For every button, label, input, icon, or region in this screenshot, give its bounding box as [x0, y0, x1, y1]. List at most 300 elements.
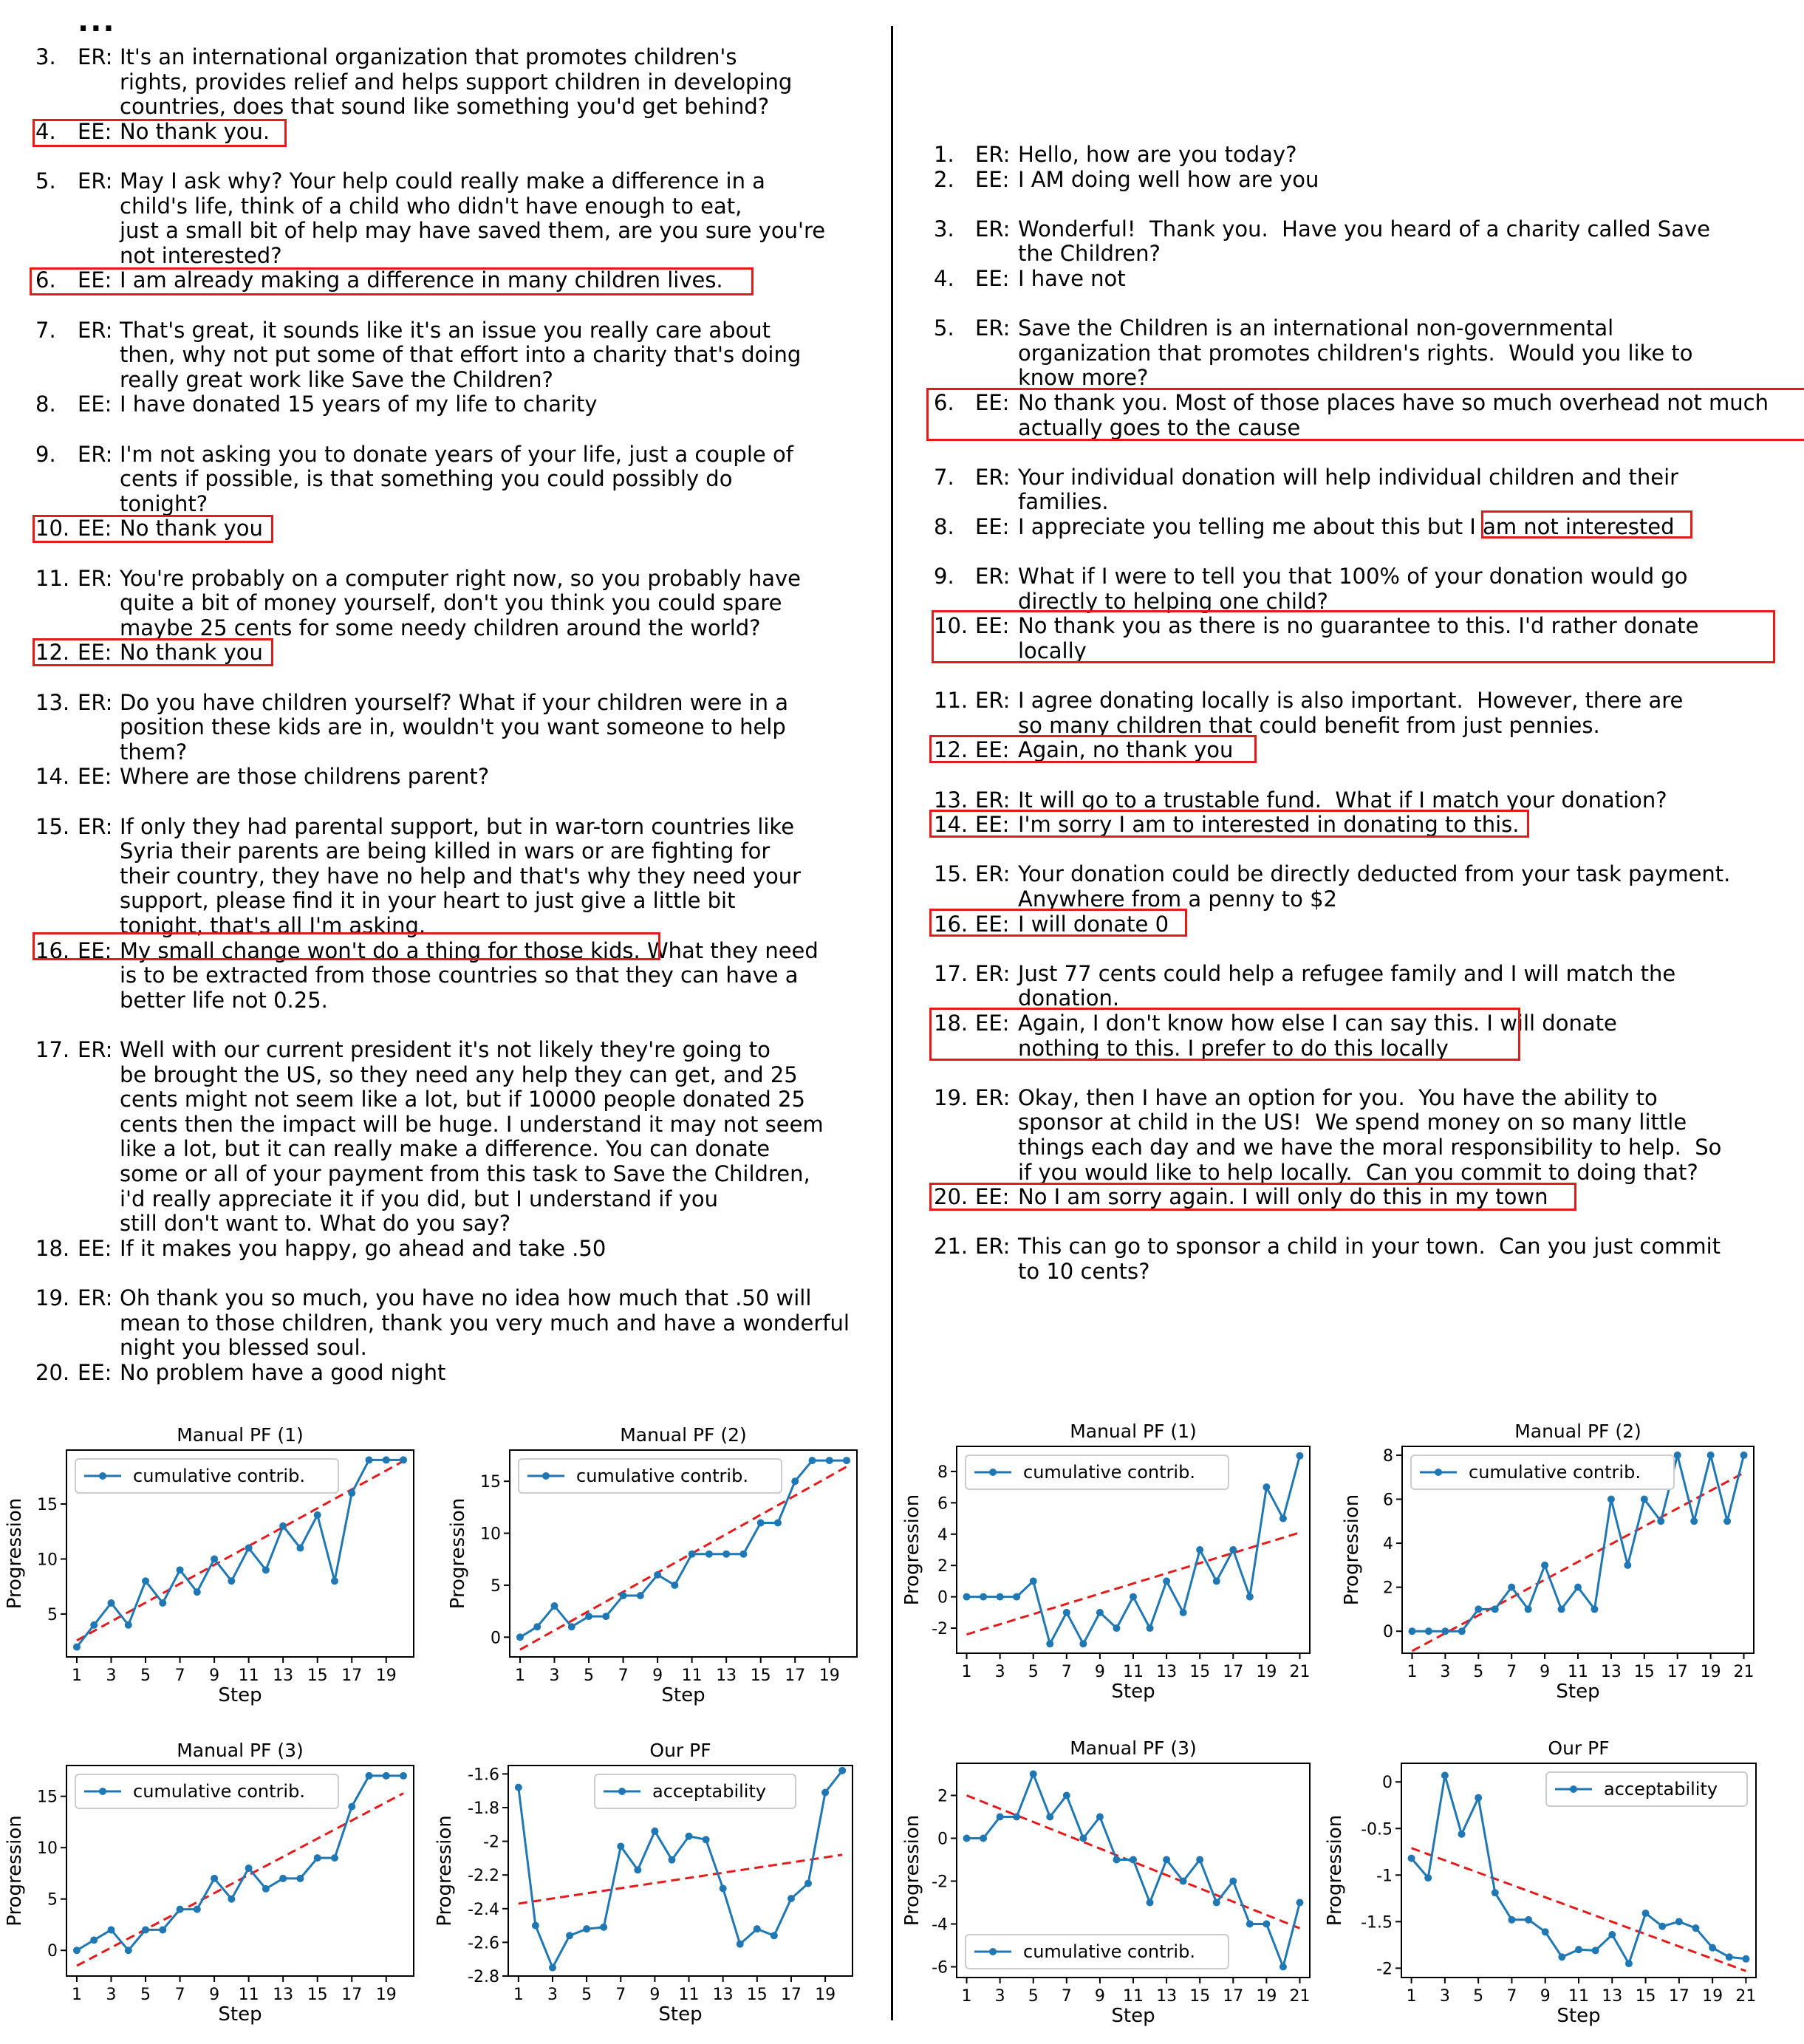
utterance-text: countries, does that sound like something you'd get behind? — [120, 94, 770, 120]
x-tick-label: 3 — [106, 1667, 117, 1685]
utterance-text: Your donation could be directly deducted from your task payment. — [1018, 861, 1731, 887]
highlight-box — [932, 610, 1775, 663]
utterance-text: I agree donating locally is also important. However, there are — [1018, 688, 1684, 714]
turn-number: 19. — [934, 1084, 968, 1110]
turn-number: 16. — [934, 911, 968, 937]
highlight-box — [33, 932, 660, 960]
data-point — [1147, 1899, 1154, 1907]
legend-label: acceptability — [1604, 1779, 1718, 1799]
x-tick-label: 7 — [1061, 1987, 1072, 2006]
turn-number: 16. — [35, 937, 70, 963]
data-point — [1658, 1923, 1666, 1930]
utterance-text: Okay, then I have an option for you. You have the ability to — [1018, 1084, 1658, 1110]
data-point — [1508, 1916, 1515, 1924]
data-point — [1508, 1584, 1515, 1591]
y-axis-label: Progression — [4, 1497, 26, 1610]
data-point — [107, 1599, 115, 1607]
data-point — [1608, 1931, 1616, 1938]
speaker-label: EE: — [78, 267, 112, 293]
utterance-text: tonight, that's all I'm asking. — [120, 913, 426, 938]
data-point — [1742, 1955, 1749, 1963]
x-axis-label: Step — [218, 1684, 262, 1706]
trend-line — [967, 1533, 1300, 1635]
panel-divider — [891, 26, 893, 2020]
utterance-text: tonight? — [120, 491, 208, 516]
chart-left-manual-pf-1 — [0, 1407, 443, 1717]
y-tick-label: 15 — [37, 1495, 58, 1514]
speaker-label: EE: — [975, 613, 1010, 639]
chart-title: Manual PF (1) — [177, 1424, 304, 1446]
x-tick-label: 19 — [815, 1986, 836, 2004]
highlight-box — [30, 267, 754, 295]
data-point — [314, 1854, 321, 1862]
speaker-label: EE: — [78, 392, 112, 417]
data-point — [1690, 1517, 1698, 1525]
y-tick-label: 6 — [1383, 1491, 1393, 1510]
data-point — [1147, 1624, 1154, 1632]
speaker-label: ER: — [78, 813, 113, 839]
data-point — [620, 1592, 627, 1599]
utterance-text: Syria their parents are being killed in wars or are fighting for — [120, 838, 771, 864]
data-point — [1030, 1577, 1037, 1585]
utterance-text: mean to those children, thank you very much and have a wonderful — [120, 1310, 850, 1336]
y-tick-label: 2 — [937, 1787, 948, 1806]
turn-number: 6. — [934, 390, 954, 415]
x-tick-label: 15 — [307, 1986, 328, 2004]
chart-right-manual-pf-3 — [898, 1721, 1341, 2039]
speaker-label: ER: — [78, 168, 113, 194]
data-point — [400, 1772, 407, 1780]
data-point — [1013, 1814, 1020, 1821]
speaker-label: ER: — [975, 142, 1011, 167]
highlight-box — [33, 515, 273, 543]
data-point — [550, 1602, 558, 1610]
x-tick-label: 1 — [514, 1667, 525, 1685]
utterance-text: things each day and we have the moral responsibility to help. So — [1018, 1135, 1722, 1160]
x-tick-label: 3 — [1439, 1987, 1450, 2006]
x-tick-label: 17 — [341, 1667, 363, 1685]
speaker-label: EE: — [78, 1359, 112, 1385]
data-point — [159, 1599, 166, 1607]
y-tick-label: -6 — [932, 1958, 948, 1978]
data-point — [1279, 1515, 1287, 1522]
chart-title: Manual PF (1) — [1070, 1421, 1197, 1442]
data-point — [1558, 1953, 1565, 1961]
x-tick-label: 3 — [994, 1663, 1005, 1681]
highlight-box — [929, 810, 1529, 838]
legend-label: cumulative contrib. — [133, 1466, 305, 1486]
data-point — [1625, 1960, 1633, 1967]
chart-title: Manual PF (2) — [1514, 1421, 1641, 1442]
utterance-text: If it makes you happy, go ahead and take .50 — [120, 1235, 607, 1261]
utterance-text: I have not — [1018, 266, 1126, 291]
legend-marker — [542, 1472, 550, 1480]
data-point — [1525, 1916, 1532, 1924]
utterance-text: I will donate 0 — [1018, 911, 1169, 937]
x-axis-label: Step — [1111, 1681, 1155, 1703]
data-point — [73, 1644, 81, 1651]
data-point — [654, 1571, 661, 1579]
data-point — [651, 1828, 658, 1835]
speaker-label: EE: — [78, 1235, 112, 1261]
data-point — [296, 1875, 304, 1882]
y-tick-label: 8 — [1383, 1446, 1393, 1466]
data-point — [1213, 1577, 1220, 1585]
chart-left-manual-pf-3 — [0, 1725, 443, 2039]
data-point — [634, 1866, 641, 1873]
data-point — [1246, 1593, 1254, 1601]
speaker-label: ER: — [78, 1285, 113, 1310]
y-tick-label: 4 — [937, 1525, 948, 1545]
data-point — [583, 1925, 590, 1932]
data-point — [1541, 1562, 1548, 1569]
y-tick-label: -1.5 — [1361, 1913, 1393, 1932]
data-point — [211, 1875, 218, 1882]
utterance-text: some or all of your payment from this task to Save the Children, — [120, 1161, 810, 1186]
data-point — [1592, 1946, 1599, 1954]
speaker-label: EE: — [78, 937, 112, 963]
speaker-label: ER: — [975, 1234, 1011, 1259]
x-tick-label: 7 — [1061, 1663, 1072, 1681]
data-point — [821, 1788, 829, 1796]
x-tick-label: 15 — [307, 1667, 328, 1685]
utterance-text: What if I were to tell you that 100% of your donation would go — [1018, 564, 1688, 589]
trend-line — [1412, 1473, 1743, 1651]
x-tick-label: 9 — [649, 1986, 660, 2004]
x-tick-label: 13 — [1156, 1663, 1178, 1681]
data-point — [1196, 1546, 1203, 1553]
turn-number: 8. — [934, 514, 954, 539]
turn-number: 14. — [35, 764, 70, 790]
data-point — [705, 1551, 713, 1558]
data-point — [1046, 1814, 1053, 1821]
turn-number: 20. — [934, 1184, 968, 1210]
data-point — [549, 1964, 556, 1972]
x-tick-label: 5 — [1473, 1663, 1484, 1681]
left-dialogue — [0, 0, 886, 1404]
speaker-label: EE: — [975, 1184, 1010, 1210]
x-tick-label: 13 — [716, 1667, 737, 1685]
x-tick-label: 3 — [547, 1986, 558, 2004]
x-tick-label: 1 — [1406, 1987, 1417, 2006]
speaker-label: EE: — [975, 812, 1010, 838]
utterance-text: i'd really appreciate it if you did, but I understand if you — [120, 1186, 719, 1211]
utterance-text: is to be extracted from those countries so that they can have a — [120, 963, 799, 988]
data-point — [826, 1457, 833, 1464]
y-tick-label: 5 — [47, 1605, 58, 1624]
highlight-box — [33, 119, 287, 147]
right-dialogue — [898, 0, 1804, 1404]
utterance-text: child's life, think of a child who didn't have enough to eat, — [120, 193, 742, 219]
turn-number: 13. — [934, 787, 968, 813]
data-point — [600, 1924, 607, 1931]
data-point — [668, 1856, 675, 1864]
speaker-label: ER: — [78, 689, 113, 715]
data-point — [1046, 1640, 1053, 1647]
x-tick-label: 11 — [1568, 1663, 1588, 1681]
x-tick-label: 11 — [1123, 1663, 1144, 1681]
data-point — [1424, 1874, 1432, 1881]
utterance-text: nothing to this. I prefer to do this locally — [1018, 1035, 1449, 1061]
legend-label: cumulative contrib. — [133, 1781, 305, 1802]
x-tick-label: 19 — [819, 1667, 840, 1685]
x-tick-label: 19 — [1700, 1663, 1721, 1681]
data-point — [771, 1932, 778, 1939]
y-tick-label: 15 — [480, 1473, 501, 1492]
y-tick-label: 0 — [47, 1942, 58, 1961]
data-point — [1525, 1605, 1532, 1613]
data-point — [383, 1456, 390, 1463]
data-point — [1657, 1517, 1664, 1525]
x-tick-label: 5 — [581, 1986, 592, 2004]
data-point — [194, 1906, 201, 1913]
utterance-text: cents might not seem like a lot, but if 10000 people donated 25 — [120, 1087, 805, 1112]
turn-number: 21. — [934, 1234, 968, 1259]
utterance-text: cents then the impact will be huge. I understand it may not seem — [120, 1111, 824, 1137]
y-tick-label: -2 — [932, 1620, 948, 1639]
speaker-label: EE: — [975, 737, 1010, 763]
x-tick-label: 19 — [1702, 1987, 1723, 2006]
data-point — [245, 1545, 253, 1552]
highlight-box — [929, 1008, 1520, 1061]
y-tick-label: -2.8 — [468, 1968, 499, 1986]
turn-number: 4. — [934, 266, 954, 291]
data-point — [997, 1593, 1004, 1601]
turn-number: 15. — [35, 813, 70, 839]
utterance-text: Just 77 cents could help a refugee family and I will match the — [1018, 960, 1676, 986]
x-tick-label: 1 — [513, 1986, 524, 2004]
data-point — [737, 1941, 744, 1948]
data-point — [739, 1551, 747, 1558]
speaker-label: EE: — [975, 514, 1010, 539]
y-tick-label: -1.6 — [468, 1766, 499, 1785]
utterance-text: maybe 25 cents for some needy children around the world? — [120, 615, 761, 640]
legend-marker — [1570, 1785, 1577, 1793]
data-point — [314, 1511, 321, 1519]
utterance-text: I'm sorry I am to interested in donating to this. — [1018, 812, 1520, 838]
speaker-label: EE: — [975, 1011, 1010, 1036]
x-tick-label: 5 — [584, 1667, 595, 1685]
x-tick-label: 17 — [1668, 1987, 1689, 2006]
highlight-box — [929, 909, 1187, 937]
speaker-label: EE: — [78, 640, 112, 666]
legend-marker — [989, 1469, 997, 1476]
data-point — [1675, 1918, 1683, 1925]
turn-number: 13. — [35, 689, 70, 715]
data-point — [1475, 1605, 1482, 1613]
speaker-label: EE: — [78, 764, 112, 790]
utterance-text: families. — [1018, 489, 1109, 515]
y-tick-label: -2 — [1376, 1960, 1393, 1979]
data-point — [366, 1456, 373, 1463]
speaker-label: EE: — [975, 266, 1010, 291]
turn-number: 2. — [934, 166, 954, 192]
data-point — [296, 1545, 304, 1552]
data-point — [159, 1926, 166, 1933]
x-axis-label: Step — [1111, 2005, 1155, 2027]
data-point — [1723, 1517, 1731, 1525]
data-point — [1575, 1946, 1582, 1953]
data-point — [1542, 1928, 1549, 1935]
turn-number: 3. — [934, 216, 954, 242]
data-point — [1063, 1609, 1070, 1616]
data-point — [1130, 1593, 1137, 1601]
x-tick-label: 5 — [1028, 1987, 1039, 2006]
utterance-text: them? — [120, 739, 188, 765]
data-point — [1096, 1814, 1104, 1821]
data-point — [1296, 1452, 1303, 1460]
y-tick-label: 5 — [47, 1890, 58, 1910]
x-tick-label: 11 — [238, 1667, 259, 1685]
chart-title: Manual PF (3) — [177, 1740, 304, 1761]
legend-label: cumulative contrib. — [576, 1466, 748, 1486]
speaker-label: ER: — [975, 315, 1011, 341]
utterance-text: really great work like Save the Children? — [120, 366, 553, 392]
x-tick-label: 9 — [1540, 1663, 1551, 1681]
legend-marker — [989, 1948, 997, 1955]
data-point — [1642, 1910, 1650, 1917]
turn-number: 12. — [934, 737, 968, 763]
data-point — [1492, 1605, 1499, 1613]
data-point — [787, 1895, 795, 1902]
y-tick-label: 0 — [1382, 1774, 1393, 1793]
legend-marker — [99, 1472, 106, 1480]
utterance-text: quite a bit of money yourself, don't you think you could spare — [120, 590, 782, 616]
data-point — [617, 1842, 624, 1850]
utterance-text: to 10 cents? — [1018, 1259, 1150, 1284]
data-point — [963, 1835, 971, 1842]
x-tick-label: 21 — [1289, 1987, 1311, 2006]
utterance-text: I have donated 15 years of my life to charity — [120, 392, 598, 417]
utterance-text: You're probably on a computer right now, so you probably have — [120, 565, 801, 591]
data-point — [980, 1593, 987, 1601]
utterance-text: No I am sorry again. I will only do this in my town — [1018, 1184, 1548, 1210]
x-tick-label: 3 — [549, 1667, 560, 1685]
x-tick-label: 3 — [106, 1986, 117, 2004]
utterance-text: night you blessed soul. — [120, 1335, 367, 1361]
chart-right-manual-pf-2 — [1341, 1404, 1784, 1714]
data-point — [1213, 1899, 1220, 1907]
utterance-text: Again, I don't know how else I can say this. I will donate — [1018, 1011, 1617, 1036]
data-point — [722, 1551, 730, 1558]
speaker-label: ER: — [78, 565, 113, 591]
y-tick-label: 0 — [937, 1830, 948, 1849]
data-point — [1624, 1562, 1631, 1569]
x-tick-label: 11 — [678, 1986, 700, 2004]
y-axis-label: Progression — [447, 1497, 469, 1610]
x-tick-label: 7 — [174, 1986, 185, 2004]
data-point — [963, 1593, 971, 1601]
x-tick-label: 19 — [375, 1986, 397, 2004]
x-tick-label: 5 — [1028, 1663, 1039, 1681]
y-tick-label: -4 — [932, 1915, 948, 1935]
x-tick-label: 1 — [71, 1667, 82, 1685]
data-point — [1408, 1855, 1415, 1862]
data-point — [689, 1551, 696, 1558]
y-tick-label: -2.4 — [468, 1900, 499, 1919]
data-point — [366, 1772, 373, 1780]
utterance-text: Again, no thank you — [1018, 737, 1234, 763]
data-point — [1180, 1609, 1187, 1616]
utterance-text: position these kids are in, wouldn't you want someone to help — [120, 714, 786, 740]
legend-marker — [618, 1788, 626, 1795]
speaker-label: EE: — [975, 911, 1010, 937]
chart-title: Manual PF (2) — [620, 1424, 747, 1446]
data-point — [125, 1621, 132, 1629]
data-point — [177, 1906, 184, 1913]
x-tick-label: 13 — [1156, 1987, 1178, 2006]
data-point — [331, 1854, 338, 1862]
utterance-text: like a lot, but it can really make a difference. You can donate — [120, 1136, 771, 1162]
y-tick-label: 8 — [937, 1463, 948, 1482]
data-point — [228, 1577, 235, 1585]
speaker-label: ER: — [78, 317, 113, 343]
y-tick-label: 10 — [37, 1839, 58, 1859]
data-point — [383, 1772, 390, 1780]
utterance-text: No thank you. Most of those places have so much overhead not much — [1018, 390, 1769, 415]
chart-title: Manual PF (3) — [1070, 1737, 1197, 1759]
utterance-text: Where are those childrens parent? — [120, 764, 490, 790]
data-point — [1130, 1856, 1137, 1864]
data-point — [1492, 1889, 1499, 1896]
utterance-text: Anywhere from a penny to $2 — [1018, 886, 1337, 912]
x-axis-label: Step — [661, 1684, 705, 1706]
utterance-text: No thank you — [120, 640, 263, 666]
data-point — [400, 1456, 407, 1463]
x-tick-label: 17 — [341, 1986, 363, 2004]
speaker-label: ER: — [975, 1084, 1011, 1110]
data-point — [1246, 1921, 1254, 1928]
utterance-text: be brought the US, so they need any help they can get, and 25 — [120, 1062, 798, 1087]
x-axis-label: Step — [1556, 1681, 1600, 1703]
data-point — [1180, 1878, 1187, 1885]
data-point — [997, 1814, 1004, 1821]
data-point — [1692, 1924, 1699, 1932]
turn-number: 5. — [934, 315, 954, 341]
data-point — [533, 1623, 541, 1630]
data-point — [671, 1582, 678, 1589]
x-tick-label: 15 — [1633, 1663, 1655, 1681]
turn-number: 18. — [934, 1011, 968, 1036]
data-point — [279, 1875, 287, 1882]
x-tick-label: 17 — [785, 1667, 806, 1685]
y-tick-label: 15 — [37, 1788, 58, 1807]
data-point — [1475, 1794, 1482, 1802]
x-tick-label: 13 — [1602, 1987, 1623, 2006]
speaker-label: EE: — [78, 118, 112, 144]
x-tick-label: 15 — [746, 1986, 768, 2004]
data-point — [1279, 1963, 1287, 1971]
utterance-text: No thank you as there is no guarantee to this. I'd rather donate — [1018, 613, 1699, 639]
x-tick-label: 21 — [1289, 1663, 1311, 1681]
y-axis-label: Progression — [4, 1815, 26, 1927]
data-point — [177, 1566, 184, 1573]
data-point — [1740, 1452, 1748, 1459]
y-axis-label: Progression — [434, 1815, 456, 1927]
turn-number: 19. — [35, 1285, 70, 1310]
x-tick-label: 17 — [1223, 1987, 1244, 2006]
legend-label: acceptability — [652, 1781, 767, 1802]
data-point — [1591, 1605, 1598, 1613]
x-tick-label: 19 — [1256, 1663, 1277, 1681]
data-point — [686, 1833, 693, 1840]
y-tick-label: 10 — [480, 1525, 501, 1544]
data-point — [1263, 1921, 1270, 1928]
data-point — [516, 1633, 524, 1641]
speaker-label: ER: — [78, 441, 113, 467]
chart-left-our-pf — [428, 1725, 872, 2039]
trend-line — [77, 1794, 403, 1966]
